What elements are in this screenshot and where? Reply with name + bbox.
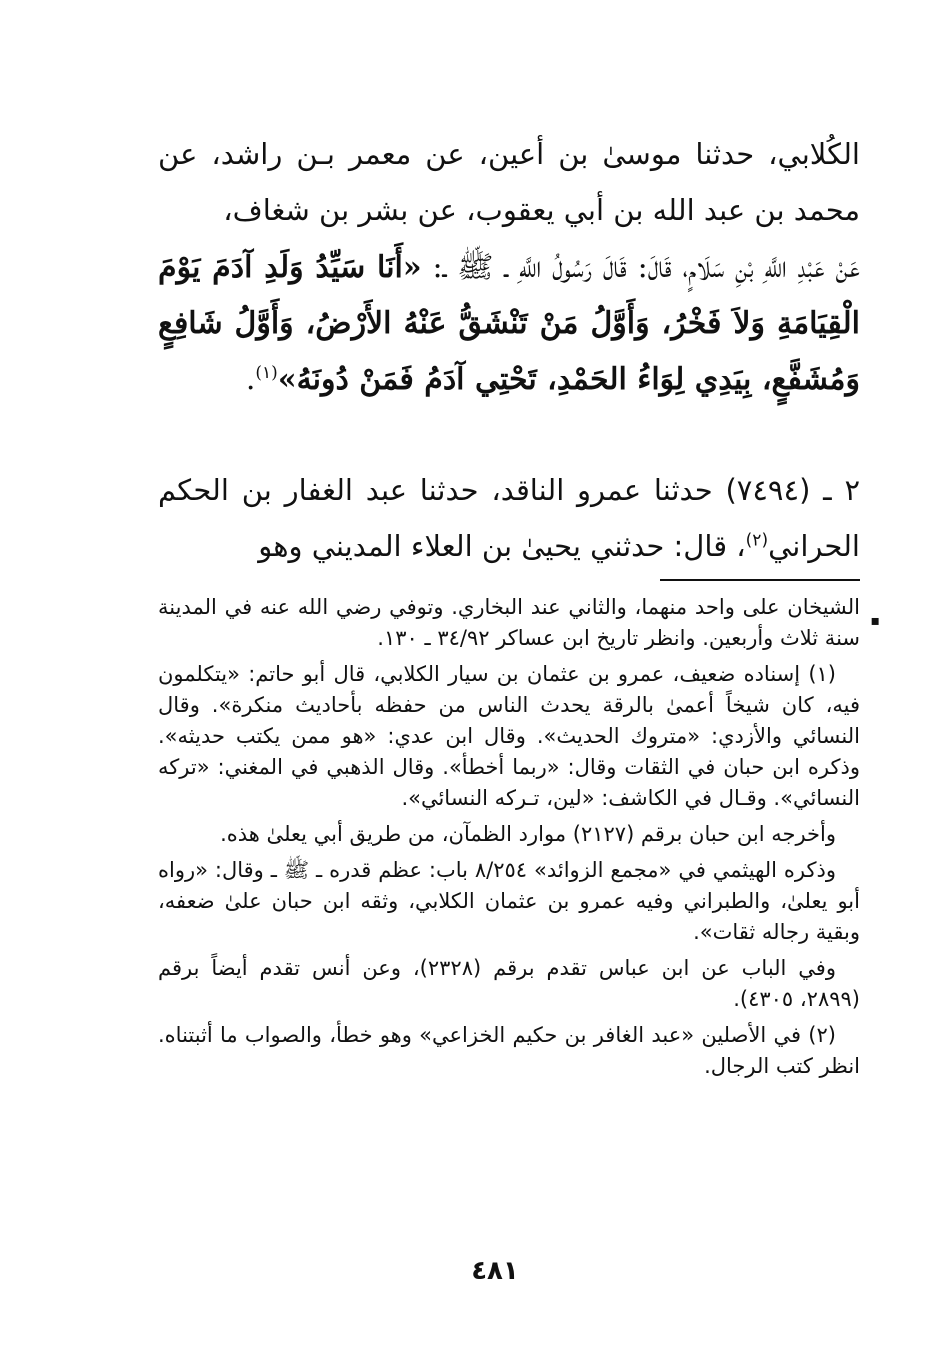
footnote-ref-2[interactable]: (٢) — [745, 530, 769, 551]
footnote-1-takhrij: وأخرجه ابن حبان برقم (٢١٢٧) موارد الظمآن، من طريق أبي يعلىٰ هذه. — [220, 822, 836, 846]
footnote-1: (١) إسناده ضعيف، عمرو بن عثمان بن سيار الكلابي، قال أبو حاتم: «يتكلمون فيه، كان شيخاً أعمىٰ بالرقة يحدث الناس من حفظه بأحاديث منكرة». وقال النسائي والأزدي: «متروك الحديث». وقال ابن عدي: «هو ممن يكتب حديثه». وذكره ابن حبان في الثقات وقال: «ربما أخطأ». وقال الذهبي في المغني: «تركه النسائي». وقـال في الكاشف: «لين، تـركه النسائي». — [158, 662, 860, 810]
hadith-intro: عَنْ عَبْدِ اللَّهِ بْنِ سَلَامٍ، قَالَ: قَالَ رَسُولُ اللَّهِ ـ ﷺ ـ: — [432, 250, 860, 285]
hadith-paragraph — [158, 240, 860, 408]
hadith-end: . — [245, 362, 256, 397]
hadith-2-after: ، قال: حدثني يحيىٰ بن العلاء المديني وهو — [258, 529, 746, 563]
page-number: ٤٨١ — [471, 1256, 519, 1286]
footnote-separator — [660, 579, 860, 581]
paragraph-1-text: الكُلابي، حدثنا موسىٰ بن أعين، عن معمر بـن راشد، عن محمد بن عبد الله بن أبي يعقوب، عن بشر بن شغاف، — [158, 137, 860, 227]
chain-of-narration-continued — [158, 126, 860, 238]
hadith-2-isnad — [158, 462, 860, 574]
hadith-text: «أَنَا سَيِّدُ وَلَدِ آدَمَ يَوْمَ الْقِيَامَةِ وَلاَ فَخْرُ، وَأَوَّلُ مَنْ تَنْشَقُّ عَنْهُ الأَرْضُ، وَأَوَّلُ شَافِعٍ وَمُشَفَّعٍ، بِيَدِي لِوَاءُ الحَمْدِ، تَحْتِي آدَمُ فَمَنْ دُونَهُ» — [158, 250, 860, 397]
footnote-2: (٢) في الأصلين «عبد الغافر بن حكيم الخزاعي» وهو خطأ، والصواب ما أثبتناه. انظر كتب الرجال. — [158, 1023, 860, 1078]
footnote-ref-1[interactable]: (١) — [255, 363, 278, 383]
footnotes — [158, 592, 880, 1087]
footnote-continued: الشيخان على واحد منهما، والثاني عند البخاري. وتوفي رضي الله عنه في المدينة سنة ثلاث وأربعين. وانظر تاريخ ابن عساكر ٣٤/٩٢ ـ ١٣٠. — [158, 595, 860, 650]
footnote-1-haythami: وذكره الهيثمي في «مجمع الزوائد» ٨/٢٥٤ باب: عظم قدره ـ ﷺ ـ وقال: «رواه أبو يعلىٰ، والطبراني وفيه عمرو بن عثمان الكلابي، وثقه ابن حبان علىٰ ضعفه، وبقية رجاله ثقات». — [158, 858, 860, 944]
footnote-1-bab: وفي الباب عن ابن عباس تقدم برقم (٢٣٢٨)، وعن أنس تقدم أيضاً برقم (٢٨٩٩، ٤٣٠٥). — [158, 956, 860, 1011]
continuation-marker: ▪ — [870, 613, 880, 629]
hadith-2-before: ٢ ـ (٧٤٩٤) حدثنا عمرو الناقد، حدثنا عبد الغفار بن الحكم الحراني — [158, 473, 861, 563]
